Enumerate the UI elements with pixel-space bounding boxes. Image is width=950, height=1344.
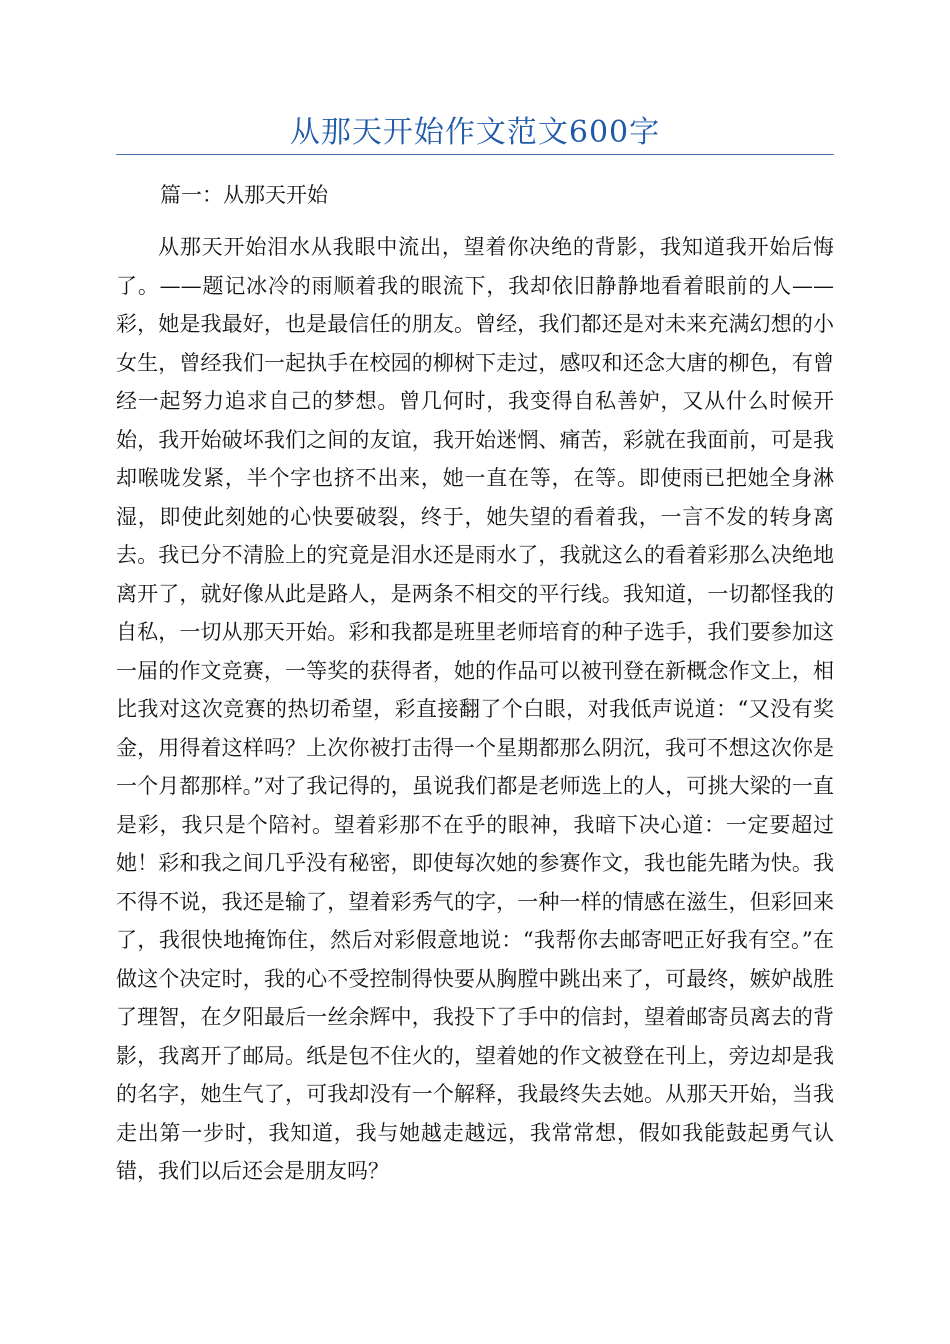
document-title: 从那天开始作文范文600字: [289, 115, 661, 150]
body-paragraph: 从那天开始泪水从我眼中流出，望着你决绝的背影，我知道我开始后悔了。——题记冰冷的雨顺着我的眼流下，我却依旧静静地看着眼前的人——彩，她是我最好，也是最信任的朋友。曾经，我们都还是对未来充满幻想的小女生，曾经我们一起执手在校园的柳树下走过，感叹和还念大唐的柳色，有曾经一起努力追求自己的梦想。曾几何时，我变得自私善妒，又从什么时候开始，我开始破坏我们之间的友谊，我开始迷惘、痛苦，彩就在我面前，可是我却喉咙发紧，半个字也挤不出来，她一直在等，在等。即使雨已把她全身淋湿，即使此刻她的心快要破裂，终于，她失望的看着我，一言不发的转身离去。我已分不清脸上的究竟是泪水还是雨水了，我就这么的看着彩那么决绝地离开了，就好像从此是路人，是两条不相交的平行线。我知道，一切都怪我的自私，一切从那天开始。彩和我都是班里老师培育的种子选手，我们要参加这一届的作文竞赛，一等奖的获得者，她的作品可以被刊登在新概念作文上，相比我对这次竞赛的热切希望，彩直接翻了个白眼，对我低声说道：“又没有奖金，用得着这样吗？上次你被打击得一个星期都那么阴沉，我可不想这次你是一个月都那样。”对了我记得的，虽说我们都是老师选上的人，可挑大梁的一直是彩，我只是个陪衬。望着彩那不在乎的眼神，我暗下决心道：一定要超过她！彩和我之间几乎没有秘密，即使每次她的参赛作文，我也能先睹为快。我不得不说，我还是输了，望着彩秀气的字，一种一样的情感在滋生，但彩回来了，我很快地掩饰住，然后对彩假意地说：“我帮你去邮寄吧正好我有空。”在做这个决定时，我的心不受控制得快要从胸膛中跳出来了，可最终，嫉妒战胜了理智，在夕阳最后一丝余辉中，我投下了手中的信封，望着邮寄员离去的背影，我离开了邮局。纸是包不住火的，望着她的作文被登在刊上，旁边却是我的名字，她生气了，可我却没有一个解释，我最终失去她。从那天开始，当我走出第一步时，我知道，我与她越走越远，我常常想，假如我能鼓起勇气认错，我们以后还会是朋友吗？: [116, 235, 834, 1183]
title-underline: [116, 154, 834, 155]
section-heading: 篇一：从那天开始: [160, 183, 328, 207]
